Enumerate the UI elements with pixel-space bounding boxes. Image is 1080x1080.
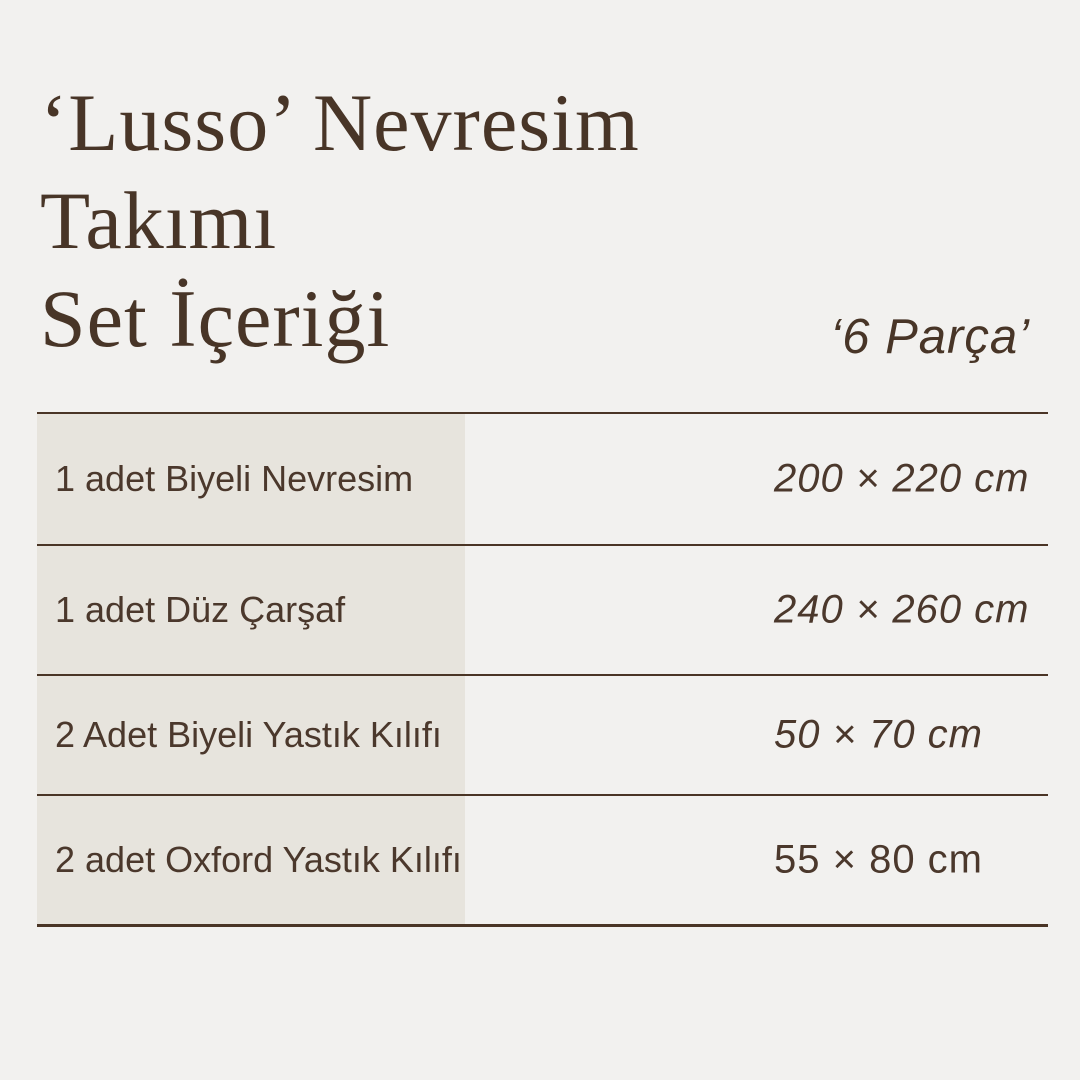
piece-count-label: ‘6 Parça’ xyxy=(830,310,1030,364)
page-title-line-1: ‘Lusso’ Nevresim xyxy=(40,77,640,168)
table-row xyxy=(37,796,1048,924)
page-title-line-2: Takımı xyxy=(40,175,278,266)
page-title-line-3: Set İçeriği xyxy=(40,273,391,364)
page-title xyxy=(40,74,640,368)
item-name: 2 adet Oxford Yastık Kılıfı xyxy=(55,839,462,880)
table-row xyxy=(37,414,1048,546)
table-row xyxy=(37,676,1048,796)
table-row xyxy=(37,546,1048,676)
item-size: 55 × 80 cm xyxy=(774,837,984,882)
item-size: 50 × 70 cm xyxy=(774,712,984,757)
item-size: 200 × 220 cm xyxy=(774,456,1030,501)
item-name: 2 Adet Biyeli Yastık Kılıfı xyxy=(55,714,442,755)
item-size: 240 × 260 cm xyxy=(774,587,1030,632)
item-name: 1 adet Düz Çarşaf xyxy=(55,589,346,630)
item-name: 1 adet Biyeli Nevresim xyxy=(55,458,414,499)
set-contents-table xyxy=(37,412,1048,927)
